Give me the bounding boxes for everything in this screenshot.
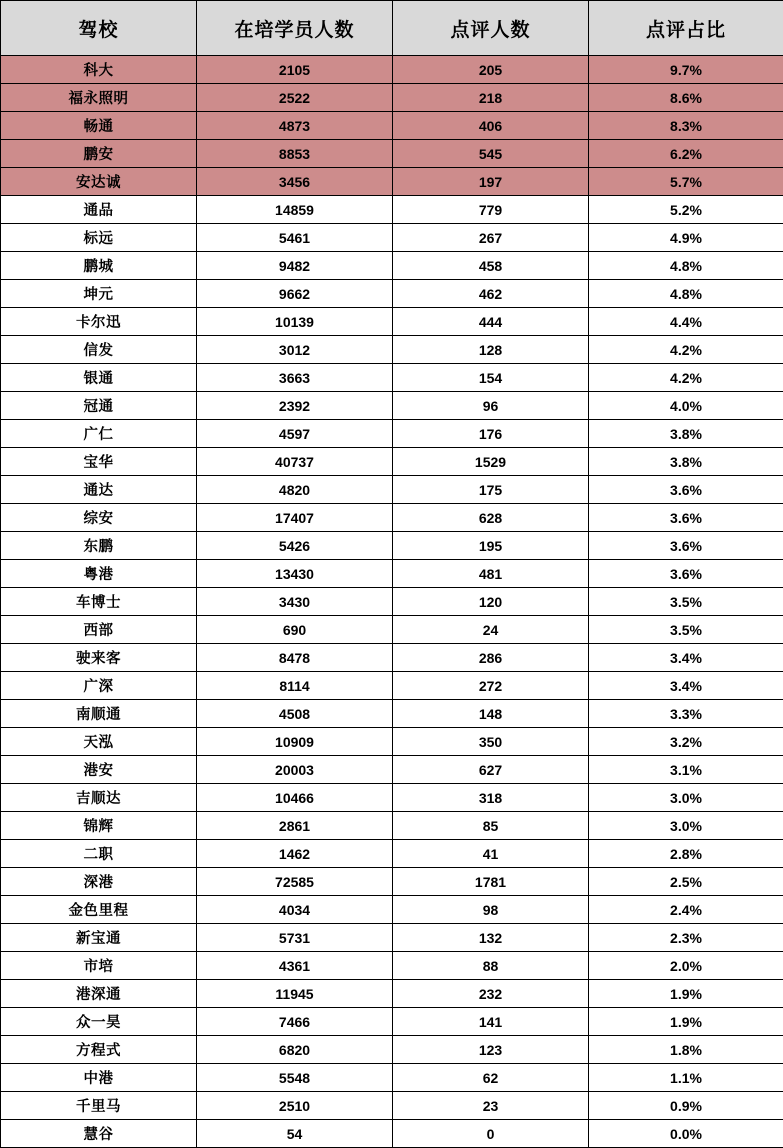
cell-review-ratio: 2.0% — [589, 952, 783, 980]
table-row — [1, 224, 783, 252]
cell-trainee-count: 8853 — [197, 140, 393, 168]
cell-trainee-count: 8114 — [197, 672, 393, 700]
cell-review-count: 218 — [393, 84, 589, 112]
table-row — [1, 560, 783, 588]
table-row — [1, 588, 783, 616]
cell-review-ratio: 3.5% — [589, 588, 783, 616]
cell-review-count: 0 — [393, 1120, 589, 1148]
cell-review-ratio: 4.0% — [589, 392, 783, 420]
table-row — [1, 364, 783, 392]
cell-review-count: 350 — [393, 728, 589, 756]
cell-review-count: 23 — [393, 1092, 589, 1120]
cell-trainee-count: 17407 — [197, 504, 393, 532]
cell-review-count: 318 — [393, 784, 589, 812]
cell-review-count: 98 — [393, 896, 589, 924]
table-row — [1, 1064, 783, 1092]
cell-trainee-count: 5426 — [197, 532, 393, 560]
cell-review-count: 1529 — [393, 448, 589, 476]
table-row — [1, 1036, 783, 1064]
cell-trainee-count: 72585 — [197, 868, 393, 896]
table-row — [1, 308, 783, 336]
table-row — [1, 84, 783, 112]
table-row — [1, 392, 783, 420]
cell-trainee-count: 9482 — [197, 252, 393, 280]
cell-review-count: 132 — [393, 924, 589, 952]
cell-school-name: 卡尔迅 — [1, 308, 197, 336]
cell-school-name: 天泓 — [1, 728, 197, 756]
table-body — [1, 56, 783, 1148]
cell-review-count: 154 — [393, 364, 589, 392]
cell-trainee-count: 2105 — [197, 56, 393, 84]
cell-school-name: 鹏安 — [1, 140, 197, 168]
cell-trainee-count: 3430 — [197, 588, 393, 616]
cell-school-name: 通达 — [1, 476, 197, 504]
cell-trainee-count: 5731 — [197, 924, 393, 952]
cell-trainee-count: 8478 — [197, 644, 393, 672]
table-row — [1, 728, 783, 756]
cell-review-count: 195 — [393, 532, 589, 560]
cell-review-count: 148 — [393, 700, 589, 728]
cell-review-count: 267 — [393, 224, 589, 252]
cell-trainee-count: 9662 — [197, 280, 393, 308]
cell-trainee-count: 3012 — [197, 336, 393, 364]
table-row — [1, 644, 783, 672]
table-row — [1, 196, 783, 224]
cell-school-name: 二职 — [1, 840, 197, 868]
cell-school-name: 深港 — [1, 868, 197, 896]
cell-review-ratio: 3.6% — [589, 560, 783, 588]
cell-review-ratio: 0.9% — [589, 1092, 783, 1120]
table-row — [1, 280, 783, 308]
cell-review-ratio: 3.6% — [589, 532, 783, 560]
cell-school-name: 粤港 — [1, 560, 197, 588]
table-row — [1, 616, 783, 644]
cell-review-ratio: 2.8% — [589, 840, 783, 868]
table-row — [1, 700, 783, 728]
cell-review-ratio: 3.4% — [589, 672, 783, 700]
cell-review-ratio: 4.8% — [589, 280, 783, 308]
cell-review-count: 88 — [393, 952, 589, 980]
cell-review-count: 232 — [393, 980, 589, 1008]
cell-review-count: 141 — [393, 1008, 589, 1036]
table-row — [1, 952, 783, 980]
table-row — [1, 168, 783, 196]
cell-review-ratio: 1.8% — [589, 1036, 783, 1064]
cell-school-name: 驶来客 — [1, 644, 197, 672]
column-header-school: 驾校 — [1, 1, 197, 56]
cell-trainee-count: 4597 — [197, 420, 393, 448]
table-header-row — [1, 1, 783, 56]
cell-review-ratio: 3.3% — [589, 700, 783, 728]
cell-school-name: 市培 — [1, 952, 197, 980]
cell-review-ratio: 3.2% — [589, 728, 783, 756]
cell-school-name: 慧谷 — [1, 1120, 197, 1148]
cell-school-name: 锦辉 — [1, 812, 197, 840]
table-row — [1, 1120, 783, 1148]
cell-review-count: 458 — [393, 252, 589, 280]
cell-review-count: 41 — [393, 840, 589, 868]
cell-trainee-count: 2510 — [197, 1092, 393, 1120]
cell-review-ratio: 3.6% — [589, 504, 783, 532]
cell-school-name: 西部 — [1, 616, 197, 644]
cell-school-name: 标远 — [1, 224, 197, 252]
column-header-reviews: 点评人数 — [393, 1, 589, 56]
cell-trainee-count: 2522 — [197, 84, 393, 112]
cell-school-name: 畅通 — [1, 112, 197, 140]
cell-trainee-count: 10909 — [197, 728, 393, 756]
cell-review-ratio: 1.9% — [589, 1008, 783, 1036]
cell-trainee-count: 3456 — [197, 168, 393, 196]
cell-review-ratio: 9.7% — [589, 56, 783, 84]
column-header-ratio: 点评占比 — [589, 1, 783, 56]
cell-school-name: 中港 — [1, 1064, 197, 1092]
cell-review-ratio: 2.3% — [589, 924, 783, 952]
cell-trainee-count: 10139 — [197, 308, 393, 336]
cell-review-count: 406 — [393, 112, 589, 140]
table-row — [1, 448, 783, 476]
table-row — [1, 924, 783, 952]
cell-review-count: 1781 — [393, 868, 589, 896]
cell-school-name: 金色里程 — [1, 896, 197, 924]
cell-review-ratio: 3.6% — [589, 476, 783, 504]
cell-review-ratio: 0.0% — [589, 1120, 783, 1148]
cell-review-count: 628 — [393, 504, 589, 532]
cell-trainee-count: 14859 — [197, 196, 393, 224]
cell-trainee-count: 690 — [197, 616, 393, 644]
cell-school-name: 港安 — [1, 756, 197, 784]
cell-review-count: 128 — [393, 336, 589, 364]
cell-school-name: 通品 — [1, 196, 197, 224]
table-row — [1, 896, 783, 924]
table-row — [1, 476, 783, 504]
cell-school-name: 千里马 — [1, 1092, 197, 1120]
cell-review-count: 462 — [393, 280, 589, 308]
cell-school-name: 新宝通 — [1, 924, 197, 952]
cell-review-ratio: 4.2% — [589, 336, 783, 364]
table-row — [1, 336, 783, 364]
cell-review-count: 627 — [393, 756, 589, 784]
cell-school-name: 冠通 — [1, 392, 197, 420]
table-row — [1, 140, 783, 168]
cell-review-count: 123 — [393, 1036, 589, 1064]
cell-school-name: 综安 — [1, 504, 197, 532]
table-row — [1, 420, 783, 448]
cell-review-count: 197 — [393, 168, 589, 196]
cell-school-name: 吉顺达 — [1, 784, 197, 812]
cell-review-count: 272 — [393, 672, 589, 700]
table-row — [1, 812, 783, 840]
cell-trainee-count: 7466 — [197, 1008, 393, 1036]
table-row — [1, 784, 783, 812]
cell-review-ratio: 3.8% — [589, 448, 783, 476]
cell-review-count: 175 — [393, 476, 589, 504]
cell-trainee-count: 4820 — [197, 476, 393, 504]
cell-trainee-count: 40737 — [197, 448, 393, 476]
cell-school-name: 众一昊 — [1, 1008, 197, 1036]
column-header-trainees: 在培学员人数 — [197, 1, 393, 56]
cell-school-name: 鹏城 — [1, 252, 197, 280]
cell-review-count: 120 — [393, 588, 589, 616]
cell-review-ratio: 1.9% — [589, 980, 783, 1008]
cell-review-count: 205 — [393, 56, 589, 84]
table-row — [1, 840, 783, 868]
table-row — [1, 1008, 783, 1036]
cell-school-name: 安达诚 — [1, 168, 197, 196]
cell-trainee-count: 4508 — [197, 700, 393, 728]
cell-review-ratio: 2.5% — [589, 868, 783, 896]
cell-review-count: 545 — [393, 140, 589, 168]
cell-trainee-count: 4873 — [197, 112, 393, 140]
cell-trainee-count: 6820 — [197, 1036, 393, 1064]
cell-review-ratio: 3.0% — [589, 784, 783, 812]
cell-trainee-count: 4361 — [197, 952, 393, 980]
cell-trainee-count: 2861 — [197, 812, 393, 840]
cell-review-ratio: 4.2% — [589, 364, 783, 392]
cell-review-ratio: 5.7% — [589, 168, 783, 196]
cell-trainee-count: 5548 — [197, 1064, 393, 1092]
cell-review-count: 444 — [393, 308, 589, 336]
table-row — [1, 980, 783, 1008]
cell-trainee-count: 1462 — [197, 840, 393, 868]
table-row — [1, 532, 783, 560]
table-header — [1, 1, 783, 56]
cell-review-ratio: 5.2% — [589, 196, 783, 224]
cell-trainee-count: 3663 — [197, 364, 393, 392]
cell-review-count: 62 — [393, 1064, 589, 1092]
cell-school-name: 银通 — [1, 364, 197, 392]
cell-review-ratio: 3.0% — [589, 812, 783, 840]
cell-review-ratio: 1.1% — [589, 1064, 783, 1092]
table-row — [1, 56, 783, 84]
cell-trainee-count: 20003 — [197, 756, 393, 784]
cell-trainee-count: 10466 — [197, 784, 393, 812]
table-row — [1, 868, 783, 896]
cell-review-count: 85 — [393, 812, 589, 840]
cell-school-name: 南顺通 — [1, 700, 197, 728]
cell-school-name: 广深 — [1, 672, 197, 700]
cell-trainee-count: 5461 — [197, 224, 393, 252]
cell-trainee-count: 11945 — [197, 980, 393, 1008]
cell-school-name: 方程式 — [1, 1036, 197, 1064]
cell-school-name: 福永照明 — [1, 84, 197, 112]
cell-review-ratio: 3.1% — [589, 756, 783, 784]
cell-school-name: 信发 — [1, 336, 197, 364]
cell-review-count: 24 — [393, 616, 589, 644]
cell-school-name: 东鹏 — [1, 532, 197, 560]
cell-review-count: 286 — [393, 644, 589, 672]
cell-review-ratio: 3.8% — [589, 420, 783, 448]
table-row — [1, 504, 783, 532]
table-row — [1, 252, 783, 280]
cell-review-ratio: 2.4% — [589, 896, 783, 924]
cell-school-name: 坤元 — [1, 280, 197, 308]
cell-review-ratio: 3.5% — [589, 616, 783, 644]
table-row — [1, 756, 783, 784]
cell-review-count: 96 — [393, 392, 589, 420]
cell-review-ratio: 8.6% — [589, 84, 783, 112]
cell-trainee-count: 13430 — [197, 560, 393, 588]
cell-review-ratio: 8.3% — [589, 112, 783, 140]
cell-trainee-count: 2392 — [197, 392, 393, 420]
cell-review-ratio: 4.4% — [589, 308, 783, 336]
cell-review-count: 779 — [393, 196, 589, 224]
cell-review-ratio: 4.8% — [589, 252, 783, 280]
table-row — [1, 112, 783, 140]
table-row — [1, 1092, 783, 1120]
cell-school-name: 宝华 — [1, 448, 197, 476]
cell-review-ratio: 4.9% — [589, 224, 783, 252]
cell-review-count: 481 — [393, 560, 589, 588]
cell-school-name: 科大 — [1, 56, 197, 84]
cell-review-count: 176 — [393, 420, 589, 448]
cell-trainee-count: 4034 — [197, 896, 393, 924]
cell-review-ratio: 6.2% — [589, 140, 783, 168]
cell-review-ratio: 3.4% — [589, 644, 783, 672]
table-row — [1, 672, 783, 700]
cell-school-name: 广仁 — [1, 420, 197, 448]
cell-school-name: 港深通 — [1, 980, 197, 1008]
cell-trainee-count: 54 — [197, 1120, 393, 1148]
cell-school-name: 车博士 — [1, 588, 197, 616]
